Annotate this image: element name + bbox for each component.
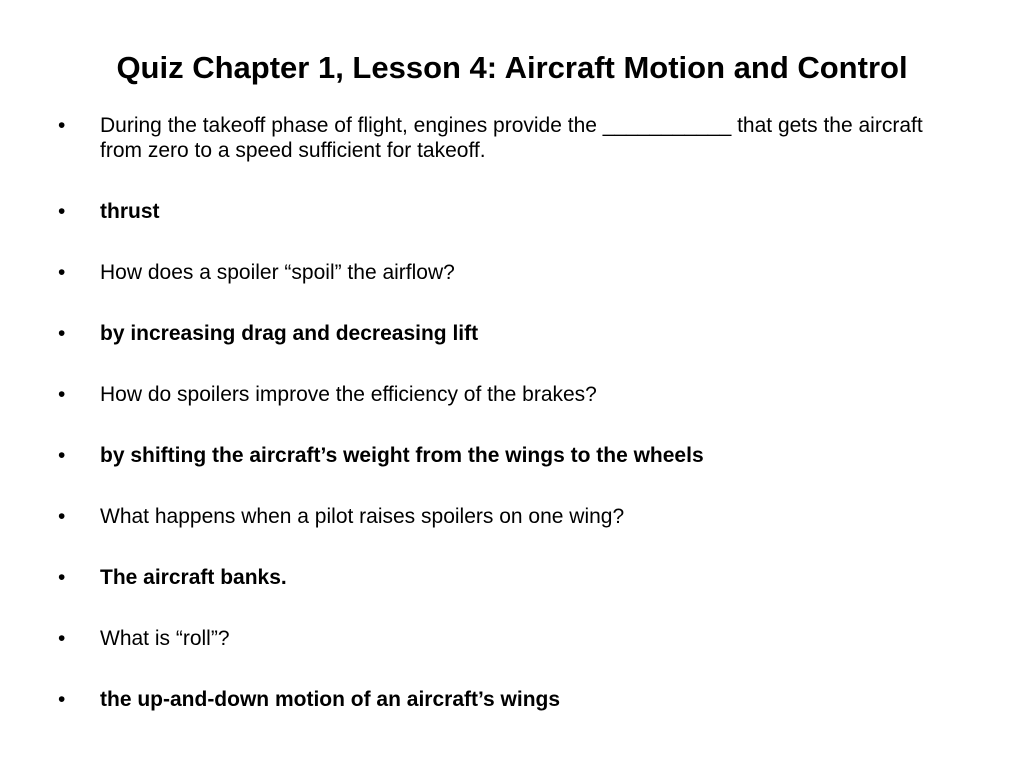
bullet-dot: • <box>58 627 66 650</box>
bullet-dot: • <box>58 444 66 467</box>
answer-text: the up-and-down motion of an aircraft’s wings <box>100 688 561 711</box>
answer-text: The aircraft banks. <box>100 566 287 589</box>
question-text: During the takeoff phase of flight, engines provide the ___________ that gets the aircraft from zero to a speed sufficient for takeoff. <box>100 114 923 162</box>
bullet-dot: • <box>58 383 66 406</box>
question-text: What happens when a pilot raises spoilers on one wing? <box>100 505 625 528</box>
bullet-answer-1 <box>58 199 958 224</box>
slide-title: Quiz Chapter 1, Lesson 4: Aircraft Motion and Control <box>116 50 908 85</box>
bullet-question-2 <box>58 260 958 285</box>
bullet-answer-5 <box>58 687 958 712</box>
bullet-answer-2 <box>58 321 958 346</box>
bullet-dot: • <box>58 200 66 223</box>
question-text: What is “roll”? <box>100 627 230 650</box>
bullet-dot: • <box>58 505 66 528</box>
bullet-question-4 <box>58 504 958 529</box>
answer-text: by increasing drag and decreasing lift <box>100 322 479 345</box>
question-text: How do spoilers improve the efficiency of the brakes? <box>100 383 597 406</box>
bullet-dot: • <box>58 261 66 284</box>
bullet-question-3 <box>58 382 958 407</box>
bullet-question-5 <box>58 626 958 651</box>
answer-text: by shifting the aircraft’s weight from the wings to the wheels <box>100 444 704 467</box>
answer-text: thrust <box>100 200 160 223</box>
bullet-dot: • <box>58 566 66 589</box>
bullet-question-1 <box>58 113 958 163</box>
bullet-answer-3 <box>58 443 958 468</box>
bullet-answer-4 <box>58 565 958 590</box>
bullet-list <box>58 113 958 712</box>
question-text: How does a spoiler “spoil” the airflow? <box>100 261 455 284</box>
bullet-dot: • <box>58 322 66 345</box>
bullet-dot: • <box>58 688 66 711</box>
bullet-dot: • <box>58 114 66 137</box>
